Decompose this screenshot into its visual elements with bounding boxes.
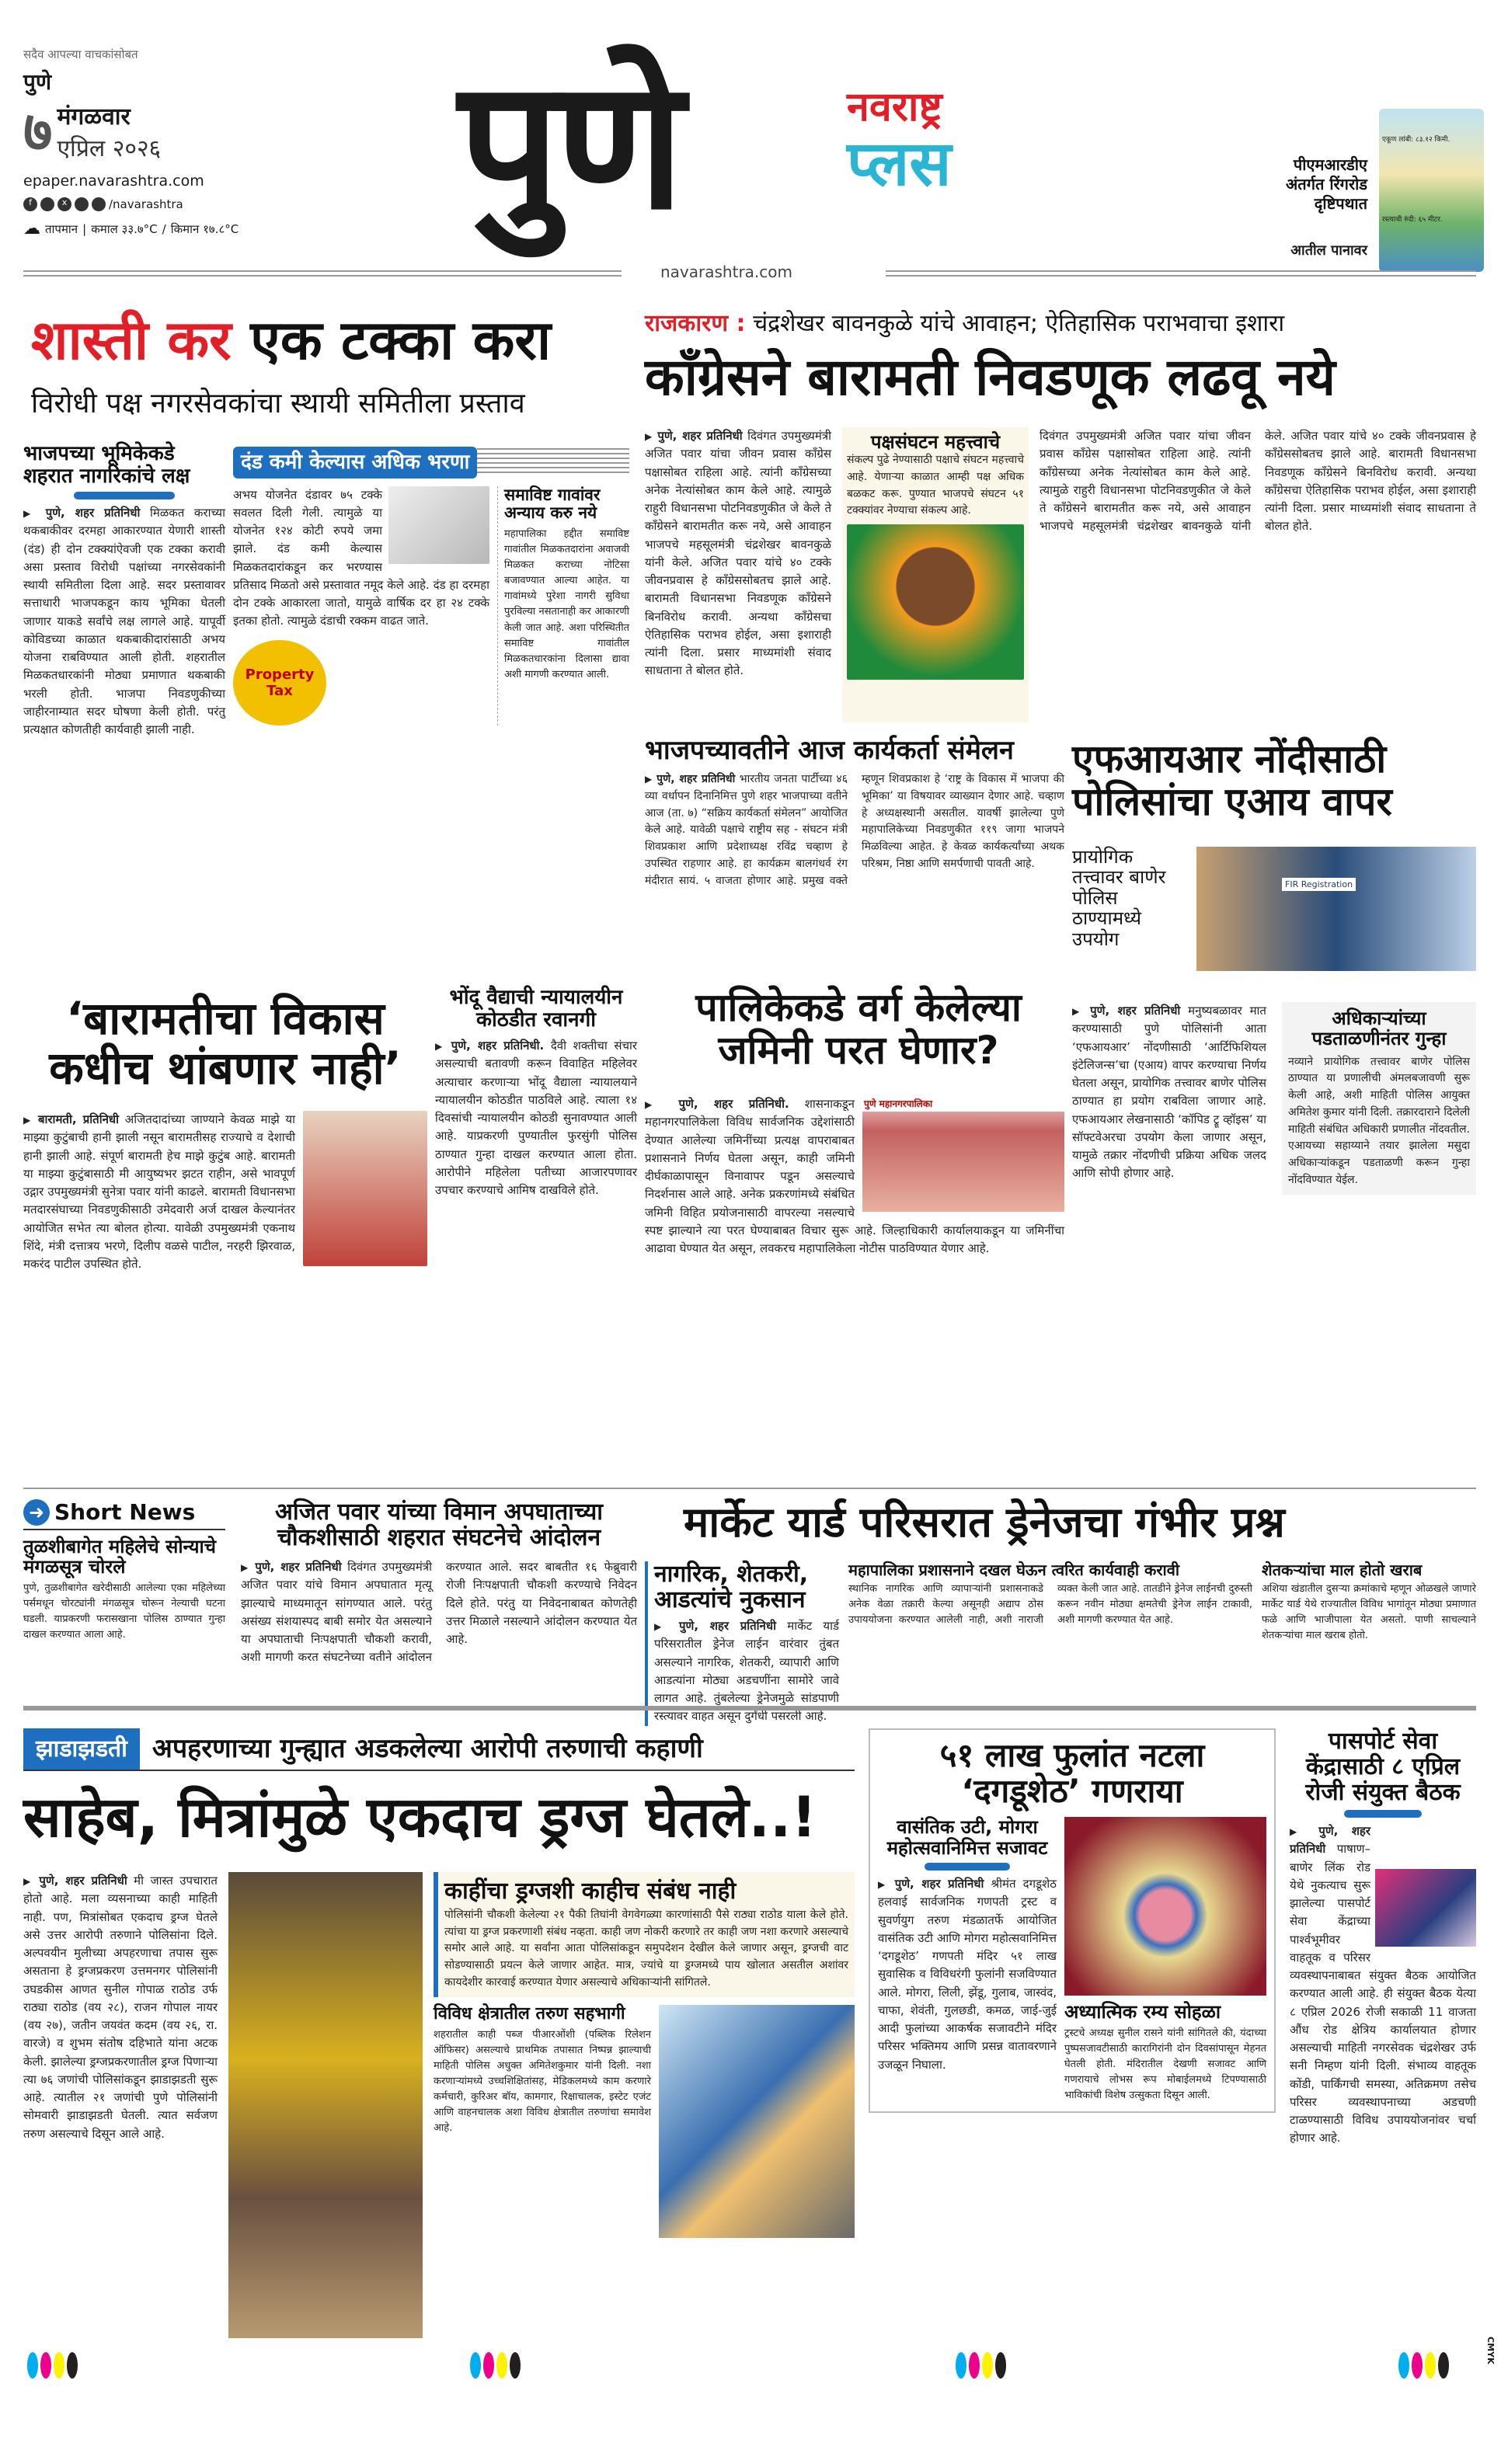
masthead-logo: पुणे <box>458 42 680 249</box>
social-handle: /navarashtra <box>109 197 183 211</box>
masthead-divider <box>23 270 622 280</box>
arrow-icon: ➜ <box>23 1499 50 1526</box>
dateline: पुणे, शहर प्रतिनिधी <box>1290 1824 1371 1857</box>
section-divider <box>23 1706 1476 1711</box>
box-verification <box>1282 1002 1476 1195</box>
article-body: दिवंगत उपमुख्यमंत्री अजित पवार यांचा जीवन प्रवास काँग्रेस पक्षासोबत राहिला आहे. त्यांनी काँग्रेसच्या अनेक नेत्यांसोबत काम केले आहे. त्यामुळे राहुरी विधानसभा पोटनिवडणुकीत जे केले ते काँग्रेसने बारामतीत करू नये, असे आवाहन भाजपचे महसूलमंत्री चंद्रशेखर बावनकुळे यांनी केले. अजित पवार यांचे ४० टक्के जीवनप्रवास हे काँग्रेससोबतच झाले आहे. बारामती विधानसभा निवडणूक काँग्रेसने बिनविरोध करावी. अन्यथा काँग्रेसचा ऐतिहासिक पराभव होईल, असा इशाराही त्यांनी दिला. प्रसार माध्यमांशी संवाद साधताना ते बोलत होते. <box>645 429 831 678</box>
drug-raid-photo <box>228 1872 423 2338</box>
x-icon[interactable]: x <box>57 197 71 211</box>
box-title: महापालिका प्रशासनाने दखल घेऊन त्वरित कार्यवाही करावी <box>848 1561 1180 1579</box>
article-body: शासनाकडून महानगरपालिकेला विविध सार्वजनिक उद्देशांसाठी देण्यात आलेल्या जमिनींच्या प्रत्यक्ष वापराबाबत प्रशासनाने निर्णय घेतला असून, काही जमिनी दीर्घकाळापासून विनावापर पडून असल्याचे निदर्शनास आले आहे. अनेक प्रकरणांमध्ये संबंधित जमिनी विहित प्रयोजनासाठी वापरल्या नसल्याचे स्पष्ट झाल्याने त्या परत घेण्याबाबत विचार सुरू आहे. जिल्हाधिकारी कार्यालयाकडून या जमिनींचा आढावा घेण्यात येत असून, लवकरच महापालिकेला नोटीस पाठविण्यात येणार आहे. <box>645 1097 1064 1255</box>
kicker-label: राजकारण : <box>645 310 746 337</box>
sunetra-pawar-photo <box>303 1111 427 1266</box>
dateline: पुणे, शहर प्रतिनिधी. <box>451 1039 545 1053</box>
dateline: पुणे, शहर प्रतिनिधी <box>1090 1004 1181 1018</box>
article-congress <box>645 427 1476 722</box>
headline-fir-ai: एफआयआर नोंदीसाठी पोलिसांचा एआय वापर <box>1072 736 1392 824</box>
temp-min: किमान १७.८°C <box>170 221 239 236</box>
city: पुणे <box>23 69 52 95</box>
article-body-cont: दिवंगत उपमुख्यमंत्री अजित पवार यांचा जीवन प्रवास काँग्रेस पक्षासोबत राहिला आहे. त्यांनी काँग्रेसच्या अनेक नेत्यांसोबत काम केले आहे. त्यामुळे राहुरी विधानसभा पोटनिवडणुकीत जे केले ते काँग्रेसने बारामतीत करू नये, असे आवाहन भाजपचे महसूलमंत्री चंद्रशेखर बावनकुळे यांनी केले. अजित पवार यांचे ४० टक्के जीवनप्रवास हे काँग्रेससोबतच झाले आहे. बारामती विधानसभा निवडणूक काँग्रेसने बिनविरोध करावी. अन्यथा काँग्रेसचा ऐतिहासिक पराभव होईल, असा इशाराही त्यांनी दिला. प्रसार माध्यमांशी संवाद साधताना ते बोलत होते. <box>1040 429 1476 534</box>
kicker <box>645 311 1284 336</box>
article-ajit-pawar-probe <box>241 1499 637 1667</box>
dateline: पुणे, शहर प्रतिनिधी <box>678 1619 776 1633</box>
instagram-icon[interactable] <box>40 197 54 211</box>
box-body: नव्याने प्रायोगिक तत्त्वावर बाणेर पोलिस ठाण्यात या प्रणालीची अंमलबजावणी सुरू केली आहे, अशी माहिती पोलिस आयुक्त अमितेश कुमार यांनी दिली. तक्रारदाराने दिलेली माहिती संबंधित अधिकारी प्रणालीत नोंदवतील. एआयच्या सहाय्याने तयार झालेला मसुदा अधिकाऱ्यांकडून पडताळणी करून गुन्हा नोंदविण्यात येईल. <box>1288 1055 1470 1186</box>
brand-bottom: प्लस <box>847 127 952 200</box>
article-side <box>23 443 225 739</box>
social-links <box>23 197 350 211</box>
promo-author: आतील पानावर <box>1290 242 1367 259</box>
box-title: पक्षसंघटन महत्त्वाचे <box>870 431 1001 453</box>
article-body: मार्केट यार्ड परिसरातील ड्रेनेज लाईन वारंवार तुंबत असल्याने नागरिक, शेतकरी, व्यापारी आणि आडत्यांना मोठ्या अडचणींना सामोरे जावे लागत आहे. तुंबलेल्या ड्रेनेजमुळे सांडपाणी रस्त्यावर वाहत असून दुर्गंधी पसरली आहे. <box>654 1619 839 1724</box>
dateline: पुणे, शहर प्रतिनिधी <box>656 773 736 786</box>
dateline: बारामती, प्रतिनिधी <box>37 1112 120 1126</box>
article-body: शहरातील काही पब्ज पीआरओंशी (पब्लिक रिलेशन ऑफिसर) असल्याचे प्राथमिक तपासात निष्पन्न झाल्याची माहिती पोलिस अधुक्त अमितेशकुमार यांनी दिली. नशा करणाऱ्यांमध्ये उच्चशिक्षितांसह, मेडिकलमध्ये काम करणारे कर्मचारी, कुरिअर बॉय, कामगार, रिक्षाचालक, इस्टेट एजंट आणि वाहनचालक अशा विविध क्षेत्रातील तरुणांचा समावेश आहे. <box>434 2028 651 2135</box>
box-body: स्थानिक नागरिक आणि व्यापाऱ्यांनी प्रशासनाकडे अनेक वेळा तक्रारी केल्या असूनही अद्याप ठोस उपाययोजना करण्यात आलेली नाही, अशी नाराजी व्यक्त केली जात आहे. तातडीने ड्रेनेज लाईनची दुरुस्ती करून नवीन मोठ्या क्षमतेची ड्रेनेज लाईन टाकावी, अशी मागणी करण्यात येत आहे. <box>848 1583 1252 1627</box>
article-title: ५१ लाख फुलांत नटला ‘दगडूशेठ’ गणराया <box>939 1736 1205 1811</box>
article-body: दिवंगत उपमुख्यमंत्री अजित पवार यांचे विमान अपघातात मृत्यू झाल्याचे माध्यमातून सांगण्यात आले. परंतु असंख्य संशयास्पद बाबी समोर येत असल्याने या अपघाताची निःपक्षपाती चौकशी करावी, अशी मागणी करत संघटनेच्या वतीने आंदोलन करण्यात आले. सदर बाबतीत १६ फेब्रुवारी रोजी निःपक्षपाती चौकशी करण्याचे निवेदन दिले होते. परंतु या निवेदनाबाबत कोणतेही उत्तर मिळाले नसल्याने आंदोलन करण्यात येत आहे. <box>241 1560 637 1665</box>
article-body: मी जास्त उपचारात होतो आहे. मला व्यसनाच्या काही माहिती नाही. पण, मित्रांसोबत एकदाच ड्रग्ज घेतले असे उत्तर आरोपी तरुणाने पोलिसांना दिले. अल्पवयीन मुलीच्या अपहरणाचा तपास सुरू असताना हे ड्रग्जप्रकरण उत्तमनगर पोलिसांनी उघडकीस आणत सुनील गोपाळ राठोड उर्फ राठ्या राठोड (वय २८), राजन गोपाल नायर (वय २७), जतीन जयवंत कदम (वय २६, रा. वारजे) व शुभम संतोष दहिभाते यांना अटक केली. झालेल्या ड्रग्जप्रकरणातील ड्रग्ज पिणाऱ्या त्या ७६ जणांची पोलिसांकडून झाडाझडती सुरू आहे. त्यातील २१ जणांची पुणे पोलिसांनी सोमवारी झाडाझडती घेतली. त्यात सर्वजण तरुण असल्याचे दिसून आले आहे. <box>23 1874 218 2141</box>
article-title: भाजपच्यावतीने आज कार्यकर्ता संमेलन <box>645 735 1014 766</box>
article-subhead: वासंतिक उटी, मोगरा महोत्सवानिमित्त सजावट <box>886 1816 1048 1859</box>
dateline: पुणे, शहर प्रतिनिधी <box>39 1874 127 1888</box>
dateline: पुणे, शहर प्रतिनिधी <box>657 429 743 443</box>
cmyk-dots <box>956 2352 1008 2382</box>
image-label: FIR Registration <box>1282 878 1356 891</box>
article-title: पासपोर्ट सेवा केंद्रासाठी ८ एप्रिल रोजी संयुक्त बैठक <box>1305 1728 1461 1806</box>
cmyk-dots <box>470 2352 523 2382</box>
masthead <box>23 42 1484 295</box>
promo[interactable] <box>1235 109 1484 272</box>
dateline: पुणे, शहर प्रतिनिधी <box>45 506 141 520</box>
section-tag: झाडाझडती <box>23 1728 140 1770</box>
article-bhondu-vaidya <box>435 987 637 1199</box>
article-body: महापालिका हद्दीत समाविष्ट गावांतील मिळकतदारांना अवाजवी मिळकत कराच्या नोटिसा बजावण्यात आल्या आहेत. या गावांमध्ये पुरेशा नागरी सुविधा पुरविल्या नसतानाही कर आकारणी केली जात आहे. अशा परिस्थितीत समाविष्ट गावांतील मिळकतधारकांना दिलासा द्यावा अशी मागणी करण्यात आली. <box>504 527 629 681</box>
box-dand <box>233 447 629 726</box>
article-bjp-sammelan <box>645 736 1064 889</box>
article-body: दैवी शक्तीचा संचार असल्याची बतावणी करून विवाहित महिलेवर अत्याचार करणाऱ्या भोंदू वैद्याला न्यायालयाने न्यायालयीन कोठडीत पाठविले आहे. त्याला १४ दिवसांची न्यायालयीन कोठडी सुनावण्यात आली आहे. याप्रकरणी पुण्यातील फुरसुंगी पोलिस ठाण्यात गुन्हा दाखल करण्यात आला होता. आरोपीने महिलेला पतीच्या आजारपणावर उपचार करण्याचे आमिष दाखविले होते. <box>435 1039 638 1198</box>
article-market-yard <box>645 1561 1476 1726</box>
article-body: मिळकत कराच्या थकबाकीवर दरमहा आकारण्यात येणारी शास्ती (दंड) ही दोन टक्क्यांऐवजी एक टक्का करावी असा प्रस्ताव विरोधी पक्षांच्या नगरसेवकांनी स्थायी समितीला दिला आहे. सदर प्रस्तावावर सत्ताधारी भाजपकडून काय भूमिका घेतली जाणार याकडे सर्वांचे लक्ष लागले आहे. यापूर्वी कोविडच्या काळात थकबाकीदारांसाठी अभय योजना राबविण्यात आली होती. शहरातील मिळकतधारकांनी मोठ्या प्रमाणात थकबाकी भरली होती. भाजपा निवडणुकीच्या जाहीरनाम्यात सदर घोषणा केली होती. परंतु प्रत्यक्षात कोणतीही कार्यवाही झाली नाही. <box>23 506 225 737</box>
ai-police-image <box>1196 847 1476 971</box>
map-label: एकूण लांबी: ८३.१२ किमी. <box>1382 136 1451 144</box>
article-body: अशिया खंडातील दुसऱ्या क्रमांकाचे म्हणून ओळखले जाणारे मार्केट यार्ड येथे राज्यातील विविध भागांतून मोठ्या प्रमाणात फळे आणि भाजीपाला येत असतो. पाणी साचल्याने शेतकऱ्यांचा माल खराब होतो. <box>1262 1583 1476 1642</box>
promo-text: पीएमआरडीए अंतर्गत रिंगरोड दृष्टिपथात <box>1286 155 1367 213</box>
dateline: पुणे, शहर प्रतिनिधी <box>894 1877 984 1892</box>
article-fir-body <box>1072 1002 1266 1499</box>
headline-drugs: साहेब, मित्रांमुळे एकदाच ड्रग्ज घेतले..! <box>23 1784 817 1850</box>
month-year: एप्रिल २०२६ <box>57 135 162 162</box>
box-title: काहींचा ड्रग्जशी काहीच संबंध नाही <box>444 1878 737 1905</box>
day-number: ७ <box>23 99 53 164</box>
cmyk-dots <box>1398 2352 1451 2382</box>
subhead: विरोधी पक्ष नगरसेवकांचा स्थायी समितीला प्रस्ताव <box>31 388 525 419</box>
box-title: अध्यात्मिक रम्य सोहळा <box>1064 2001 1221 2024</box>
map-label: रस्त्याची रुंदी: ६५ मीटर. <box>1382 216 1443 224</box>
headline-red: शास्ती कर <box>31 308 232 372</box>
dateline: पुणे, शहर प्रतिनिधी. <box>678 1097 789 1111</box>
box-body: अभय योजनेत दंडावर ७५ टक्के सवलत दिली गेली. त्यामुळे या योजनेत १२४ कोटी रुपये जमा झाले. दंड कमी केल्यास मिळकतदारांकडून कर भरण्यास प्रतिसाद मिळतो असे प्रस्तावात नमूद केले आहे. दंड हा दरमहा दोन टक्के आकारला जातो, यामुळे वार्षिक दर हा २४ टक्के इतका होतो. त्यामुळे दंडाची रक्कम वाढत जाते. <box>233 487 489 628</box>
kicker: अपहरणाच्या गुन्ह्यात अडकलेल्या आरोपी तरुणाची कहाणी <box>151 1732 703 1764</box>
pmc-building-image <box>862 1095 1064 1212</box>
article-palika-land <box>645 1095 1064 1258</box>
box-title: अधिकाऱ्यांच्या पडताळणीनंतर गुन्हा <box>1311 1008 1447 1050</box>
brand-top: नवराष्ट्र <box>847 84 942 131</box>
section-divider <box>23 1488 1476 1489</box>
box-body: संकल्प पुढे नेण्यासाठी पक्षाचे संघटन महत्त्वाचे आहे. येणाऱ्या काळात आम्ही पक्ष अधिक बळकट करू. पुण्यात भाजपचे संघटन ५१ टक्क्यांवर नेण्याचा संकल्प आहे. <box>847 454 1024 517</box>
masthead-divider <box>886 270 1476 280</box>
short-news-label: Short News <box>54 1498 196 1525</box>
cmyk-dots <box>27 2352 80 2382</box>
article-title: शेतकऱ्यांचा माल होतो खराब <box>1262 1561 1423 1579</box>
article-title: समाविष्ट गावांवर अन्याय करु नये <box>504 485 601 522</box>
headline-palika-land: पालिकेकडे वर्ग केलेल्या जमिनी परत घेणार? <box>695 985 1022 1073</box>
masthead-info: सदैव आपल्या वाचकांसोबत पुणे ७ मंगळवार एप्रिल २०२६ epaper.navarashtra.com f x /navarashtra ☁ तापमान | कमाल ३३.७°C / किमान १७.८°C <box>23 47 350 238</box>
headline-shasti-kar <box>31 308 552 372</box>
subhead: प्रायोगिक तत्त्वावर बाणेर पोलिस ठाण्यामध्ये उपयोग <box>1072 846 1166 950</box>
article-body: पाषाण–बाणेर लिंक रोड येथे नुकत्याच सुरू झालेल्या पासपोर्ट सेवा केंद्राच्या पार्श्वभूमीवर वाहतूक व परिसर व्यवस्थापनाबाबत संयुक्त बैठक आयोजित करण्यात आली आहे. ही संयुक्त बैठक येत्या ८ एप्रिल 2026 रोजी सकाळी 11 वाजता औंध रोड क्षेत्रिय कार्यालयात होणार असल्याची माहिती नगरसेवक चंद्रशेखर उर्फ सनी निम्हण यांनी दिली. संभाव्य वाहतूक कोंडी, पार्किंगची समस्या, अतिक्रमण तसेच परिसर व्यवस्थापनाच्या अडचणी टाळण्यासाठी विविध उपाययोजनांवर चर्चा होणार आहे. <box>1290 1842 1476 2146</box>
article-subhead: नागरिक, शेतकरी, आडत्यांचे नुकसान <box>654 1561 809 1613</box>
headline-market-yard: मार्केट यार्ड परिसरात ड्रेनेजचा गंभीर प्रश्न <box>684 1498 1285 1547</box>
headline-baramati: ‘बारामतीचा विकास कधीच थांबणार नाही’ <box>49 992 402 1095</box>
article-body: भारतीय जनता पार्टीच्या ४६ व्या वर्धापन दिनानिमित्त पुणे शहर भाजपाच्या वतीने आज (ता. ७) “सक्रिय कार्यकर्ता संमेलन” आयोजित केले आहे. यावेळी पक्षाचे राष्ट्रीय सह - संघटन मंत्री शिवप्रकाश आणि प्रदेशाध्यक्ष रविंद्र चव्हाण हे उपस्थित राहणार आहे. हा कार्यक्रम बालगंधर्व रंग मंदीरात सायं. ५ वाजता होणार आहे. प्रमुख वक्ते म्हणून शिवप्रकाश हे ‘राष्ट्र के विकास में भाजपा की भूमिका’ या विषयावर व्याख्यान देणार आहे. चव्हाण हे अध्यक्षस्थानी असतील. यावर्षी झालेल्या पुणे महापालिकेच्या निवडणुकीत ११९ जागा भाजपने मिळविल्या आहेत. हे केवळ कार्यकर्त्यांच्या अथक परिश्रम, निष्ठा आणि समर्पणाची पावती आहे. <box>645 773 1064 887</box>
headline-black: एक टक्का करा <box>250 308 552 372</box>
box-body: ट्रस्टचे अध्यक्ष सुनील रासने यांनी सांगितले की, यंदाच्या पुष्पसजावटीसाठी कारागिरांनी दोन दिवसांपासून मेहनत घेतली होती. मंदिरातील देखणी सजावट आणि गणरायाचे लोभस रूप मोबाईलमध्ये टिपण्यासाठी भाविकांची विशेष उत्सुकता दिसून आली. <box>1064 2027 1266 2102</box>
article-body: पुणे, तुळशीबागेत खरेदीसाठी आलेल्या एका महिलेच्या पर्समधून चोरट्यांनी मंगळसूत्र चोरून नेल्याची घटना घडली. याप्रकरणी फरासखाना पोलिस ठाण्यात गुन्हा दाखल करण्यात आला आहे. <box>23 1582 225 1641</box>
ganpati-decoration-photo <box>1064 1817 1266 1996</box>
calculator-house-image <box>388 486 489 564</box>
article-title: अजित पवार यांच्या विमान अपघाताच्या चौकशीसाठी शहरात संघटनेचे आंदोलन <box>275 1498 603 1551</box>
article-passport <box>1290 1728 1476 2148</box>
weather-icon: ☁ <box>23 219 40 238</box>
article-title: विविध क्षेत्रातील तरुण सहभागी <box>434 2004 625 2024</box>
epaper-link[interactable]: epaper.navarashtra.com <box>23 172 204 190</box>
facebook-icon[interactable]: f <box>23 197 37 211</box>
kicker-text: चंद्रशेखर बावनकुळे यांचे आवाहन; ऐतिहासिक पराभवाचा इशारा <box>753 310 1285 337</box>
website[interactable]: navarashtra.com <box>660 263 792 281</box>
tagline: सदैव आपल्या वाचकांसोबत <box>23 47 138 61</box>
article-drugs <box>23 1872 855 2338</box>
article-body: श्रीमंत दगडूशेठ हलवाई सार्वजनिक गणपती ट्रस्ट व सुवर्णयुग तरुण मंडळातर्फे आयोजित वासंतिक उटी आणि मोगरा महोत्सवानिमित्त ‘दगडूशेठ’ गणपती मंदिर ५१ लाख सुवासिक व विविधरंगी फुलांनी सजविण्यात आले. मोगरा, लिली, झेंडू, गुलाब, जास्वंद, चाफा, शेवंती, गुलछडी, कमळ, जाई-जुई आदी फुलांच्या आकर्षक सजावटीने मंदिर परिसर भक्तिमय आणि प्रसन्न वातावरणाने उजळून निघाला. <box>878 1877 1057 2072</box>
cmyk-label: CMYK <box>1485 2337 1496 2365</box>
article-title: भोंदू वैद्याची न्यायालयीन कोठडीत रवानगी <box>449 986 623 1032</box>
property-tax-badge: Property Tax <box>233 640 326 726</box>
article-baramati <box>23 1111 427 1273</box>
police-illustration <box>659 2005 855 2238</box>
politician-photo <box>847 524 1024 680</box>
temp-max: कमाल ३३.७°C <box>91 221 158 236</box>
image-label: पुणे महानगरपालिका <box>862 1095 1064 1112</box>
passport-photo <box>1375 1869 1476 1947</box>
article-dagdusheth <box>869 1728 1276 2113</box>
article-body: अजितदादांच्या जाण्याने केवळ माझे या माझ्या कुटुंबाची हानी झाली नसून बारामतीसह राज्याचे व देशाची हानी झाली आहे. संपूर्ण बारामती हेच माझे कुटुंब आहे. बारामती या माझ्या कुटुंबासाठी मी आयुष्यभर झटत राहीन, असे भावपूर्ण उद्गार उपमुख्यमंत्री सुनेत्रा पवार यांनी काढले. बारामती विधानसभा मतदारसंघाच्या निवडणुकीसाठी उमेदवारी अर्ज दाखल केल्यानंतर आयोजित सभेत त्या बोलत होत्या. यावेळी उपमुख्यमंत्री एकनाथ शिंदे, मंत्री दत्तात्रय भरणे, दिलीप वळसे पाटील, नरहरी झिरवाळ, मकरंद पाटील उपस्थित होते. <box>23 1112 295 1271</box>
weekday: मंगळवार <box>57 103 131 131</box>
dateline: पुणे, शहर प्रतिनिधी <box>255 1560 342 1574</box>
weather-label: तापमान <box>45 221 78 236</box>
box-title: दंड कमी केल्यास अधिक भरणा <box>233 447 477 479</box>
article-title: भाजपच्या भूमिकेकडे शहरात नागरिकांचे लक्ष <box>23 442 190 488</box>
brand-mark <box>847 85 1041 198</box>
youtube-icon[interactable] <box>75 197 89 211</box>
short-news <box>23 1499 225 1643</box>
jhadajhadti-banner <box>23 1728 855 1771</box>
ring-road-illustration <box>1379 109 1484 272</box>
article-body: मनुष्यबळावर मात करण्यासाठी पुणे पोलिसांनी आता ‘एफआयआर’ नोंदणीसाठी ‘आर्टिफिशियल इंटेलिजन्स’चा (एआय) वापर करण्याचा निर्णय घेतला असून, प्रायोगिक तत्त्वावर बाणेर पोलिस ठाण्यात हा प्रयोग राबविला जाणार आहे. एफआयआर लेखनासाठी ‘कॉपिड ट्रू व्हॉइस’ या सॉफ्टवेअरचा उपयोग केला जाणार असून, यामुळे तक्रार नोंदणीची प्रक्रिया अधिक जलद आणि सोपी होणार आहे. <box>1072 1004 1266 1181</box>
linkedin-icon[interactable] <box>92 197 106 211</box>
article-title: तुळशीबागेत महिलेचे सोन्याचे मंगळसूत्र चोरले <box>23 1536 216 1578</box>
box-body: पोलिसांनी चौकशी केलेल्या २१ पैकी तिघांनी वेगवेगळ्या कारणांसाठी पैसे राठ्या राठोड याला केले होते. त्यांचा या ड्रग्ज प्रकरणाशी संबंध नव्हता. काही जण नोकरी करणारे तर काही जण नशा करणारे असल्याचे समोर आले आहे. या सर्वांना आता पोलिसांकडून समुपदेशन देखील केले जाणार असून, ड्रग्जची वाट सोडण्यासाठी प्रयत्न केले जाणार आहेत. मात्र, ज्यांचे या ड्रग्जमध्ये पाय खोलात असतील अशांवर कायदेशीर कारवाई करण्यात येणार असल्याचे अधिकाऱ्यांनी सांगितले. <box>444 1909 848 1989</box>
headline-congress: काँग्रेसने बारामती निवडणूक लढवू नये <box>645 347 1336 407</box>
